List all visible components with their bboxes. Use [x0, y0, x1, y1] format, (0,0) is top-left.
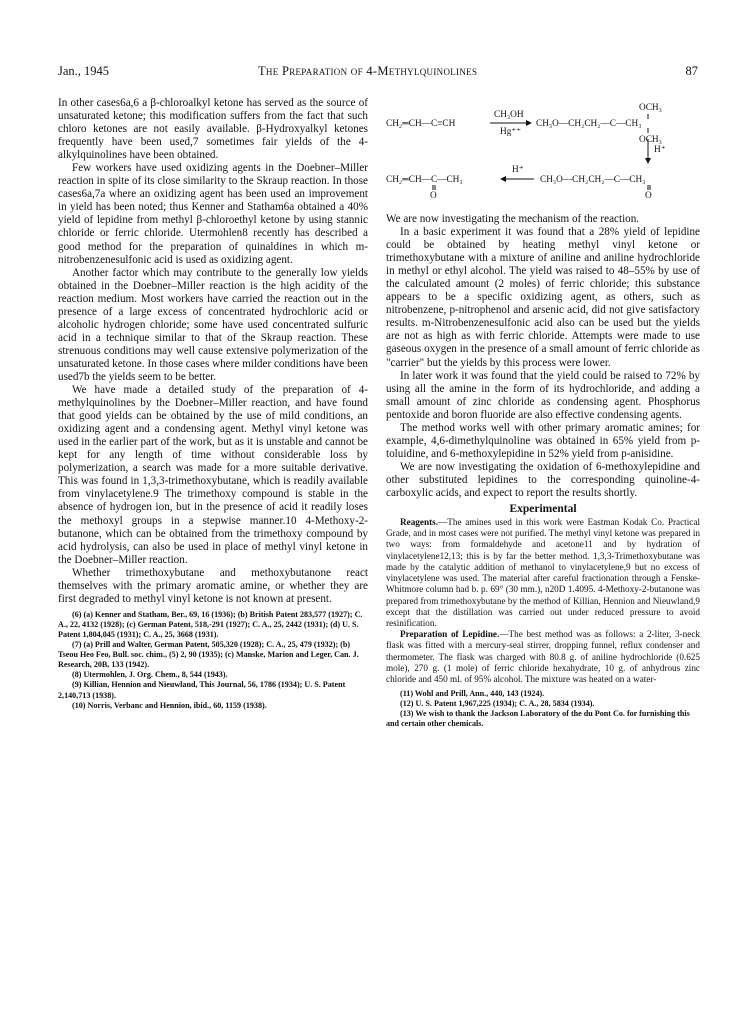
- reagents-text: —The amines used in this work were Eastman Kodak Co. Practical Grade, and in most cases were not purified. The methyl vinyl ketone was prepared in two ways: from formaldehyde and acetone11 and by hydration of vinylacetylene12,13; this is by far the better method. 1,3,3-Trimethoxybutane was made by the catalytic addition of methanol to vinylacetylene,9 but no excess of vinylacetylene was used. The material after careful fractionation through a Fenske-Whitmore column had b. p. 69° (30 mm.), n20D 1.4095. 4-Methoxy-2-butanone was prepared from trimethoxybutane by the method of Killian, Hennion and Nieuwland,9 except that the distillation was carried out under reduced pressure to avoid resinification.: [386, 517, 700, 628]
- methoxybutanone-formula: CH₃O—CH₂CH₂—C—CH₃: [540, 175, 646, 185]
- footnote: (6) (a) Kenner and Statham, Ber., 69, 16 (1936); (b) British Patent 283,577 (1927); C. A., 22, 4132 (1928); (c) German Patent, 518,-291 (1927); C. A., 25, 2442 (1931); (d) U. S. Patent 1,804,045 (1931); C. A., 25, 3668 (1931).: [58, 609, 363, 640]
- footnote: (13) We wish to thank the Jackson Laboratory of the du Pont Co. for furnishing this and certain other chemicals.: [386, 709, 690, 729]
- arrowhead-hydration: [526, 120, 532, 126]
- paragraph: In other cases6a,6 a β-chloroalkyl ketone has served as the source of unsaturated ketone; this modification suffers from the fact that such chloro ketones are not easily available. β-Hydroxyalkyl ketones frequently have been used,7 sometimes fair yields of the 4-alkylquinolines have been obtained.: [58, 97, 368, 162]
- mvk-oxygen: O: [430, 191, 437, 201]
- right-column: [386, 97, 700, 730]
- page-number: 87: [685, 64, 698, 78]
- header-title: The Preparation of 4-Methylquinolines: [258, 64, 478, 78]
- methoxy-up: OCH₃: [639, 103, 662, 113]
- paragraph: Few workers have used oxidizing agents in the Doebner–Miller reaction in spite of its close similarity to the Skraup reaction. In those cases6a,7a where an oxidizing agent has been used an improvement in yield has been noted; thus Kenner and Statham6a obtained a 40% yield of lepidine from methyl β-chloroethyl ketone by using stannic chloride or ferric chloride. Utermohlen8 recently has described a good method for the preparation of quinaldines in which m-nitrobenzenesulfonic acid is used as oxidizing agent.: [58, 162, 368, 266]
- footnotes-left: [58, 610, 368, 711]
- footnote: (11) Wohl and Prill, Ann., 440, 143 (1924).: [400, 689, 545, 699]
- footnotes-right: [386, 689, 700, 729]
- preparation-label: Preparation of Lepidine.: [400, 629, 500, 640]
- paragraph: The method works well with other primary aromatic amines; for example, 4,6-dimethylquinoline was obtained in 65% yield from p-toluidine, and 6-methoxylepidine in 52% yield from p-anisidine.: [386, 421, 700, 460]
- paragraph: We are now investigating the oxidation of 6-methoxylepidine and other substituted lepidines to the corresponding quinoline-4-carboxylic acids, and expect to report the results shortly.: [386, 460, 700, 499]
- footnote: (10) Norris, Verbanc and Hennion, ibid., 60, 1159 (1938).: [72, 700, 267, 710]
- experimental-heading: Experimental: [509, 503, 577, 516]
- arrowhead-elimination: [500, 176, 506, 182]
- vinylacetylene-formula: CH₂═CH—C≡CH: [386, 119, 456, 129]
- methoxybutanone-oxygen: O: [645, 191, 652, 201]
- trimethoxybutane-formula: CH₃O—CH₂CH₂—C—CH₃: [536, 119, 642, 129]
- left-column: [58, 97, 368, 711]
- paragraph: Another factor which may contribute to the generally low yields obtained in the Doebner–Miller reaction is the high acidity of the reaction medium. Most workers have carried the reaction out in the presence of a large excess of concentrated hydrochloric acid or alcoholic hydrogen chloride; some have used concentrated sulfuric acid in a technique similar to that of the Skraup reaction. These strenuous conditions may well cause extensive polymerization of the unsaturated ketone. In those cases where milder conditions have been used7b the yields seem to be better.: [58, 266, 368, 383]
- acid-label-down: H⁺: [654, 145, 666, 155]
- paragraph: We have made a detailed study of the preparation of 4-methylquinolines by the Doebner–Miller reaction, and have found that good yields can be obtained by the use of mild conditions, an oxidizing agent and a condensing agent. Methyl vinyl ketone was used in the earlier part of the work, but as it is unstable and cannot be kept for any length of time without considerable loss by polymerization, a search was made for a more suitable derivative. This was found in 1,3,3-trimethoxybutane, which is readily available from vinylacetylene.9 The trimethoxy compound is stable in the absence of hydrogen ion, but in the presence of acid it readily loses the methoxyl groups in a stepwise manner.10 4-Methoxy-2-butanone, which can be obtained from the trimethoxy compound by acid hydrolysis, can also be used in place of methyl vinyl ketone in the Doebner–Miller reaction.: [58, 384, 368, 566]
- paragraph: Whether trimethoxybutane and methoxybutanone react themselves with the primary aromatic amine, or whether they are first degraded to methyl vinyl ketone is not known at present.: [58, 566, 368, 605]
- reagents-paragraph: [386, 517, 700, 629]
- preparation-paragraph: [386, 629, 700, 685]
- footnote: (7) (a) Prill and Walter, German Patent, 505,320 (1928); C. A., 25, 479 (1932); (b) Tseou Heo Feo, Bull. soc. chim., (5) 2, 90 (1935); (c) Manske, Marion and Leger, Can. J. Research, 20B, 133 (1942).: [58, 640, 359, 670]
- page-header: [58, 64, 698, 84]
- footnote: (8) Utermohlen, J. Org. Chem., 8, 544 (1943).: [72, 670, 228, 680]
- acid-label-left: H⁺: [512, 165, 524, 175]
- paragraph: In a basic experiment it was found that a 28% yield of lepidine could be obtained by heating methyl vinyl ketone or trimethoxybutane with a mixture of aniline and aniline hydrochloride in methyl or ethyl alcohol. The yield was raised to 48–55% by use of the calculated amount (2 moles) of ferric chloride; this substance appears to be a specific oxidizing agent, as others, such as nitrobenzene, p-nitrophenol and arsenic acid, did not give satisfactory results. m-Nitrobenzenesulfonic acid also can be used but the yields are not as high as with ferric chloride. Attempts were made to use gaseous oxygen in the presence of a small amount of ferric chloride as "carrier" but the yields by this process were lower.: [386, 226, 700, 369]
- methyl-vinyl-ketone-formula: CH₂═CH—C—CH₃: [386, 175, 463, 185]
- footnote: (12) U. S. Patent 1,967,225 (1934); C. A., 28, 5834 (1934).: [400, 699, 595, 709]
- paragraph: In later work it was found that the yield could be raised to 72% by using all the amine in the form of its hydrochloride, and adding a small amount of zinc chloride as condensing agent. Phosphorus pentoxide and boron fluoride are also effective condensing agents.: [386, 369, 700, 421]
- preparation-text: —The best method was as follows: a 2-liter, 3-neck flask was fitted with a mercury-seal stirrer, dropping funnel, reflux condenser and thermometer. The flask was charged with 80.8 g. of aniline hydrochloride (0.625 mole), 270 g. (1 mole) of ferric chloride hexahydrate, 10 g. of anhydrous zinc chloride and 450 ml. of 95% alcohol. The mixture was heated on a water-: [386, 629, 700, 684]
- footnote: (9) Killian, Hennion and Nieuwland, This Journal, 56, 1786 (1934); U. S. Patent 2,140,713 (1938).: [58, 680, 346, 700]
- reagent-mercury: Hg⁺⁺: [500, 127, 522, 137]
- arrowhead-hydrolysis: [645, 158, 651, 164]
- paragraph: We are now investigating the mechanism of the reaction.: [386, 213, 640, 225]
- reaction-scheme: [386, 97, 700, 207]
- reagents-label: Reagents.: [400, 517, 439, 528]
- reagent-methanol: CH₃OH: [494, 110, 524, 120]
- methoxy-down: OCH₃: [639, 135, 662, 145]
- header-date: Jan., 1945: [58, 64, 110, 78]
